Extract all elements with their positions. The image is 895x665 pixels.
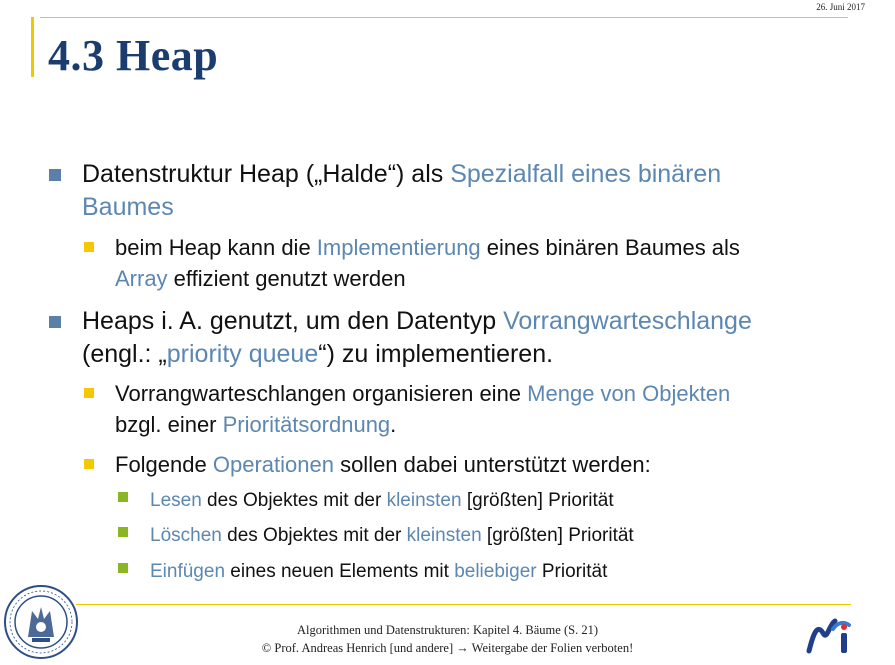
bullet-1-1 [115, 232, 855, 294]
bullet-1 [82, 158, 852, 224]
square-bullet-icon [84, 459, 94, 469]
square-bullet-icon [49, 169, 61, 181]
slide-date: 26. Juni 2017 [816, 2, 865, 12]
highlight-text: Einfügen [150, 561, 226, 582]
square-bullet-icon [118, 492, 128, 502]
highlight-text: Vorrangwarteschlange [503, 307, 752, 335]
text: beim Heap kann die [115, 235, 317, 260]
text: eines binären Baumes als [480, 235, 740, 260]
text: Weitergabe der Folien verboten! [468, 641, 634, 655]
text: Heaps i. A. genutzt, um den Datentyp [82, 307, 504, 335]
highlight-text: Baumes [82, 193, 174, 221]
bullet-2 [82, 305, 852, 371]
text: [größten] Priorität [461, 490, 614, 511]
title-accent-bar [31, 17, 34, 77]
square-bullet-icon [49, 316, 61, 328]
text: sollen dabei unterstützt werden: [333, 452, 651, 477]
square-bullet-icon [118, 527, 128, 537]
highlight-text: kleinsten [386, 490, 462, 511]
highlight-text: Operationen [212, 452, 334, 477]
bullet-2-2-2 [150, 519, 850, 552]
bottom-rule [76, 604, 851, 605]
slide-footer [0, 621, 895, 657]
highlight-text: Implementierung [316, 235, 481, 260]
text: Priorität [536, 561, 608, 582]
highlight-text: Spezialfall eines binären [450, 160, 722, 188]
highlight-text: beliebiger [454, 561, 537, 582]
text: [größten] Priorität [481, 525, 634, 546]
highlight-text: Prioritätsordnung [222, 412, 391, 437]
footer-line-1: Algorithmen und Datenstrukturen: Kapitel 4. Bäume (S. 21) [297, 623, 598, 637]
square-bullet-icon [84, 242, 94, 252]
text: Folgende [115, 452, 213, 477]
top-rule [40, 17, 848, 18]
text: des Objektes mit der [221, 525, 407, 546]
text: . [390, 412, 397, 437]
text: Datenstruktur Heap („Halde“) als [82, 160, 451, 188]
footer-line-2 [0, 639, 895, 657]
bullet-2-2 [115, 449, 855, 480]
highlight-text: Lesen [150, 490, 202, 511]
highlight-text: Array [115, 266, 168, 291]
highlight-text: priority queue [166, 340, 319, 368]
square-bullet-icon [84, 388, 94, 398]
text: bzgl. einer [115, 412, 223, 437]
bullet-2-2-1 [150, 484, 850, 517]
text: eines neuen Elements mit [225, 561, 455, 582]
bullet-2-2-3 [150, 555, 850, 588]
text: des Objektes mit der [201, 490, 387, 511]
highlight-text: kleinsten [406, 525, 482, 546]
square-bullet-icon [118, 563, 128, 573]
highlight-text: Menge von Objekten [527, 381, 731, 406]
text: “) zu implementieren. [318, 340, 554, 368]
text: effizient genutzt werden [167, 266, 406, 291]
highlight-text: Löschen [150, 525, 222, 546]
text: © Prof. Andreas Henrich [und andere] [261, 641, 457, 655]
slide-title: 4.3 Heap [48, 31, 219, 80]
bullet-2-1 [115, 378, 855, 440]
arrow-right-icon: → [456, 641, 469, 655]
chair-logo-icon [805, 615, 855, 657]
text: (engl.: „ [82, 340, 167, 368]
text: Vorrangwarteschlangen organisieren eine [115, 381, 528, 406]
